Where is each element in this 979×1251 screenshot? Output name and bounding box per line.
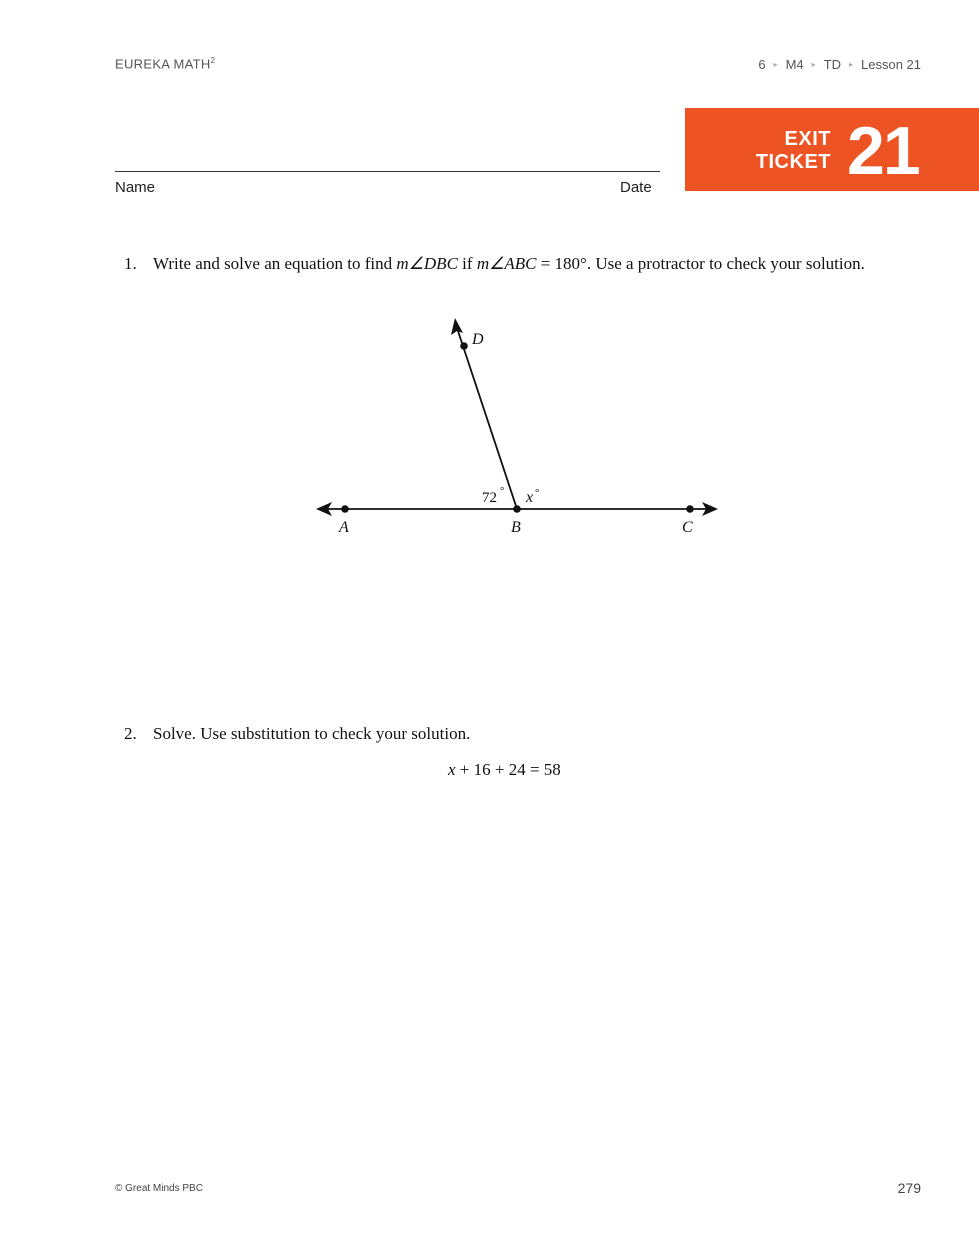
brand-logo bbox=[115, 56, 215, 71]
angle-left-degree: ° bbox=[500, 485, 505, 497]
breadcrumb-grade: 6 bbox=[758, 57, 766, 72]
label-a: A bbox=[339, 519, 349, 536]
question-1-text bbox=[153, 252, 873, 276]
q1-angle-abc: m∠ABC bbox=[476, 254, 537, 273]
question-2-text: Solve. Use substitution to check your solution. bbox=[153, 724, 471, 743]
footer-copyright: © Great Minds PBC bbox=[115, 1183, 203, 1194]
name-label: Name bbox=[115, 179, 156, 196]
label-d: D bbox=[472, 331, 484, 348]
point-a bbox=[341, 505, 349, 513]
q1-part-c: = 180°. Use a protractor to check your solution. bbox=[536, 254, 865, 273]
angle-diagram bbox=[300, 310, 730, 550]
q1-part-a: Write and solve an equation to find bbox=[153, 254, 397, 273]
q1-angle-dbc: m∠DBC bbox=[396, 254, 458, 273]
exit-ticket-line1: EXIT bbox=[784, 128, 831, 150]
breadcrumb-lesson: Lesson 21 bbox=[861, 57, 921, 72]
label-c: C bbox=[682, 519, 693, 536]
question-2-number: 2. bbox=[124, 724, 137, 743]
point-b bbox=[513, 505, 521, 513]
question-1-number: 1. bbox=[124, 254, 137, 273]
date-label: Date bbox=[620, 179, 652, 196]
footer-page-number: 279 bbox=[897, 1180, 921, 1196]
ray-bd bbox=[457, 328, 517, 509]
breadcrumb-module: M4 bbox=[785, 57, 804, 72]
brand-name: EUREKA MATH bbox=[115, 56, 211, 72]
label-b: B bbox=[511, 519, 521, 536]
point-d bbox=[460, 342, 468, 350]
breadcrumb-separator-icon: ▸ bbox=[848, 60, 853, 69]
question-2-equation bbox=[448, 760, 561, 780]
breadcrumb bbox=[758, 57, 921, 72]
angle-right-degree: ° bbox=[535, 487, 540, 499]
breadcrumb-separator-icon: ▸ bbox=[811, 60, 816, 69]
brand-superscript: 2 bbox=[210, 56, 216, 65]
exit-ticket-banner bbox=[685, 108, 979, 191]
breadcrumb-topic: TD bbox=[823, 57, 841, 72]
exit-ticket-line2: TICKET bbox=[755, 151, 831, 173]
equation-variable: x bbox=[448, 760, 456, 779]
name-date-line[interactable] bbox=[115, 171, 660, 172]
angle-left-value: 72 bbox=[482, 490, 497, 506]
equation-rest: + 16 + 24 = 58 bbox=[455, 760, 561, 779]
exit-ticket-label bbox=[745, 128, 831, 174]
point-c bbox=[686, 505, 694, 513]
arrow-up-icon bbox=[451, 318, 463, 335]
exit-ticket-number: 21 bbox=[847, 113, 919, 189]
breadcrumb-separator-icon: ▸ bbox=[773, 60, 778, 69]
q1-part-b: if bbox=[457, 254, 477, 273]
angle-right-var: x bbox=[526, 489, 534, 506]
